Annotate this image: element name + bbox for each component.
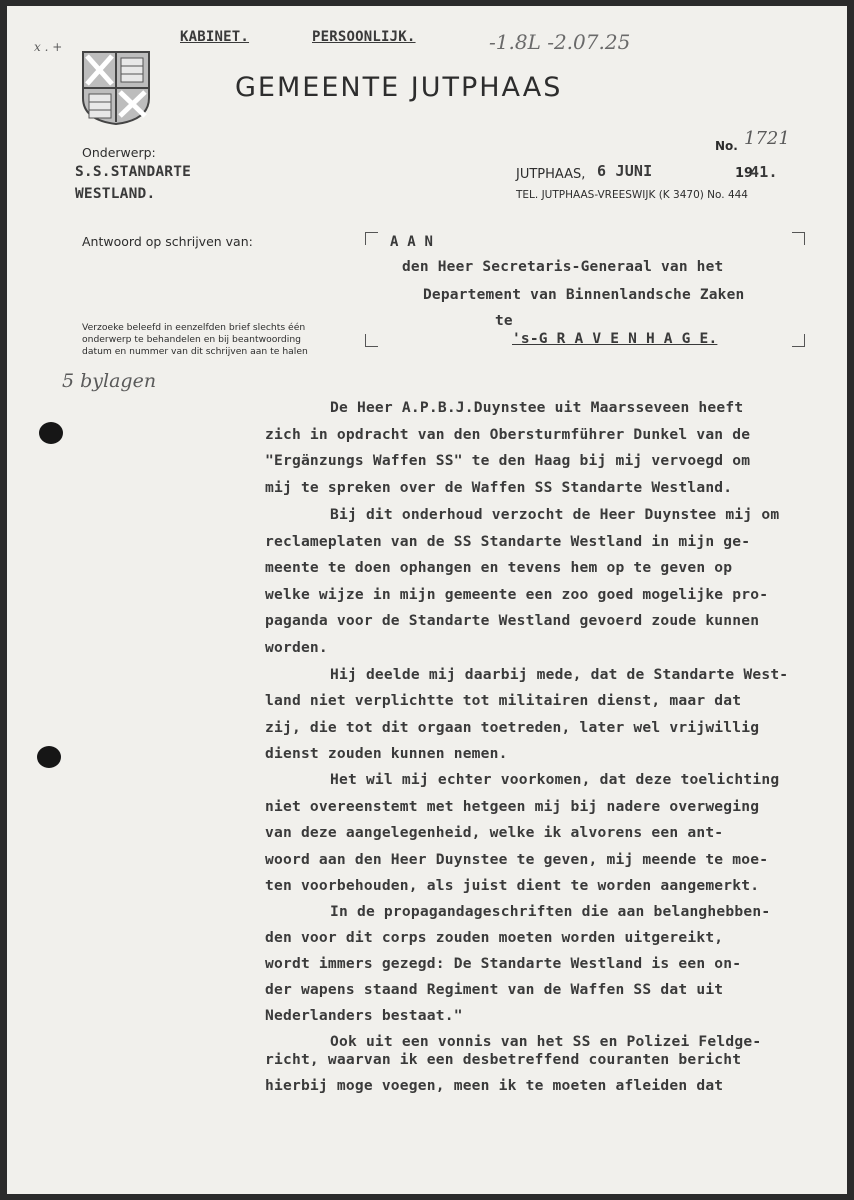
reply-label: Antwoord op schrijven van: (82, 234, 253, 249)
letter-line: der wapens staand Regiment van de Waffen SS dat uit (265, 981, 724, 998)
address-aan: A A N (390, 234, 434, 250)
letter-line: land niet verplichtte tot militairen dienst, maar dat (265, 692, 742, 709)
letter-line: worden. (265, 639, 328, 656)
no-value: 1721 (744, 128, 790, 149)
letter-line: dienst zouden kunnen nemen. (265, 745, 508, 762)
handwritten-reference: -1.8L -2.07.25 (489, 30, 631, 54)
place-label: JUTPHAAS, (516, 167, 586, 182)
subject-label: Onderwerp: (82, 145, 156, 160)
address-bracket-top-right (792, 232, 805, 245)
telephone-line: TEL. JUTPHAAS-VREESWIJK (K 3470) No. 444 (516, 189, 748, 201)
letter-line: mij te spreken over de Waffen SS Standarte Westland. (265, 479, 733, 496)
page-title: GEMEENTE JUTPHAAS (235, 72, 563, 103)
letter-line: paganda voor de Standarte Westland gevoerd zoude kunnen (265, 612, 760, 629)
subject-line-2: WESTLAND. (75, 186, 156, 202)
letter-line: den voor dit corps zouden moeten worden uitgereikt, (265, 929, 724, 946)
letter-line: De Heer A.P.B.J.Duynstee uit Maarsseveen heeft (330, 399, 744, 416)
letter-line: Het wil mij echter voorkomen, dat deze toelichting (330, 771, 780, 788)
letter-line: Hij deelde mij daarbij mede, dat de Standarte West- (330, 666, 789, 683)
letter-line: zij, die tot dit orgaan toetreden, later wel vrijwillig (265, 719, 760, 736)
year-prefix: 19 (735, 166, 754, 181)
letter-line: meente te doen ophangen en tevens hem op te geven op (265, 559, 733, 576)
letter-line: hierbij moge voegen, meen ik te moeten afleiden dat (265, 1077, 724, 1094)
subject-line-1: S.S.STANDARTE (75, 164, 192, 180)
letter-line: woord aan den Heer Duynstee te geven, mij meende te moe- (265, 851, 769, 868)
letter-line: Ook uit een vonnis van het SS en Polizei Feldge- (330, 1033, 762, 1050)
address-line-1: den Heer Secretaris-Generaal van het (402, 259, 724, 275)
letter-line: "Ergänzungs Waffen SS" te den Haag bij mij vervoegd om (265, 452, 751, 469)
address-bracket-bottom-right (792, 334, 805, 347)
letter-line: ten voorbehouden, als juist dient te worden aangemerkt. (265, 877, 760, 894)
letter-line: Nederlanders bestaat." (265, 1007, 463, 1024)
address-line-2: Departement van Binnenlandsche Zaken (423, 287, 745, 303)
address-bracket-bottom-left (365, 334, 378, 347)
address-te: te (495, 313, 513, 329)
letter-line: welke wijze in mijn gemeente een zoo goed mogelijke pro- (265, 586, 769, 603)
letter-line: richt, waarvan ik een desbetreffend couranten bericht (265, 1051, 742, 1068)
letter-line: wordt immers gezegd: De Standarte Westland is een on- (265, 955, 742, 972)
punch-hole-bottom (37, 746, 61, 768)
letter-line: Bij dit onderhoud verzocht de Heer Duynstee mij om (330, 506, 780, 523)
address-city: 's-G R A V E N H A G E. (512, 331, 718, 347)
date-value: 6 JUNI (597, 162, 653, 180)
persoonlijk-label: PERSOONLIJK. (312, 29, 416, 45)
address-bracket-top-left (365, 232, 378, 245)
corner-mark: x . + (34, 40, 63, 54)
letter-page (7, 6, 847, 1194)
letter-line: van deze aangelegenheid, welke ik alvorens een ant- (265, 824, 724, 841)
no-label: No. (715, 139, 738, 153)
letter-line: zich in opdracht van den Obersturmführer Dunkel van de (265, 426, 751, 443)
letter-line: reclameplaten van de SS Standarte Westland in mijn ge- (265, 533, 751, 550)
instruction-line-1: Verzoeke beleefd in eenzelfden brief slechts één (82, 322, 306, 333)
instruction-line-3: datum en nummer van dit schrijven aan te halen (82, 346, 308, 357)
letter-line: niet overeenstemt met hetgeen mij bij nadere overweging (265, 798, 760, 815)
kabinet-label: KABINET. (180, 29, 250, 45)
instruction-line-2: onderwerp te behandelen en bij beantwoording (82, 334, 301, 345)
letter-line: In de propagandageschriften die aan belanghebben- (330, 903, 771, 920)
coat-of-arms-icon (81, 50, 151, 131)
year-suffix: 41. (750, 163, 778, 181)
enclosures-note: 5 bylagen (62, 370, 157, 392)
punch-hole-top (39, 422, 63, 444)
